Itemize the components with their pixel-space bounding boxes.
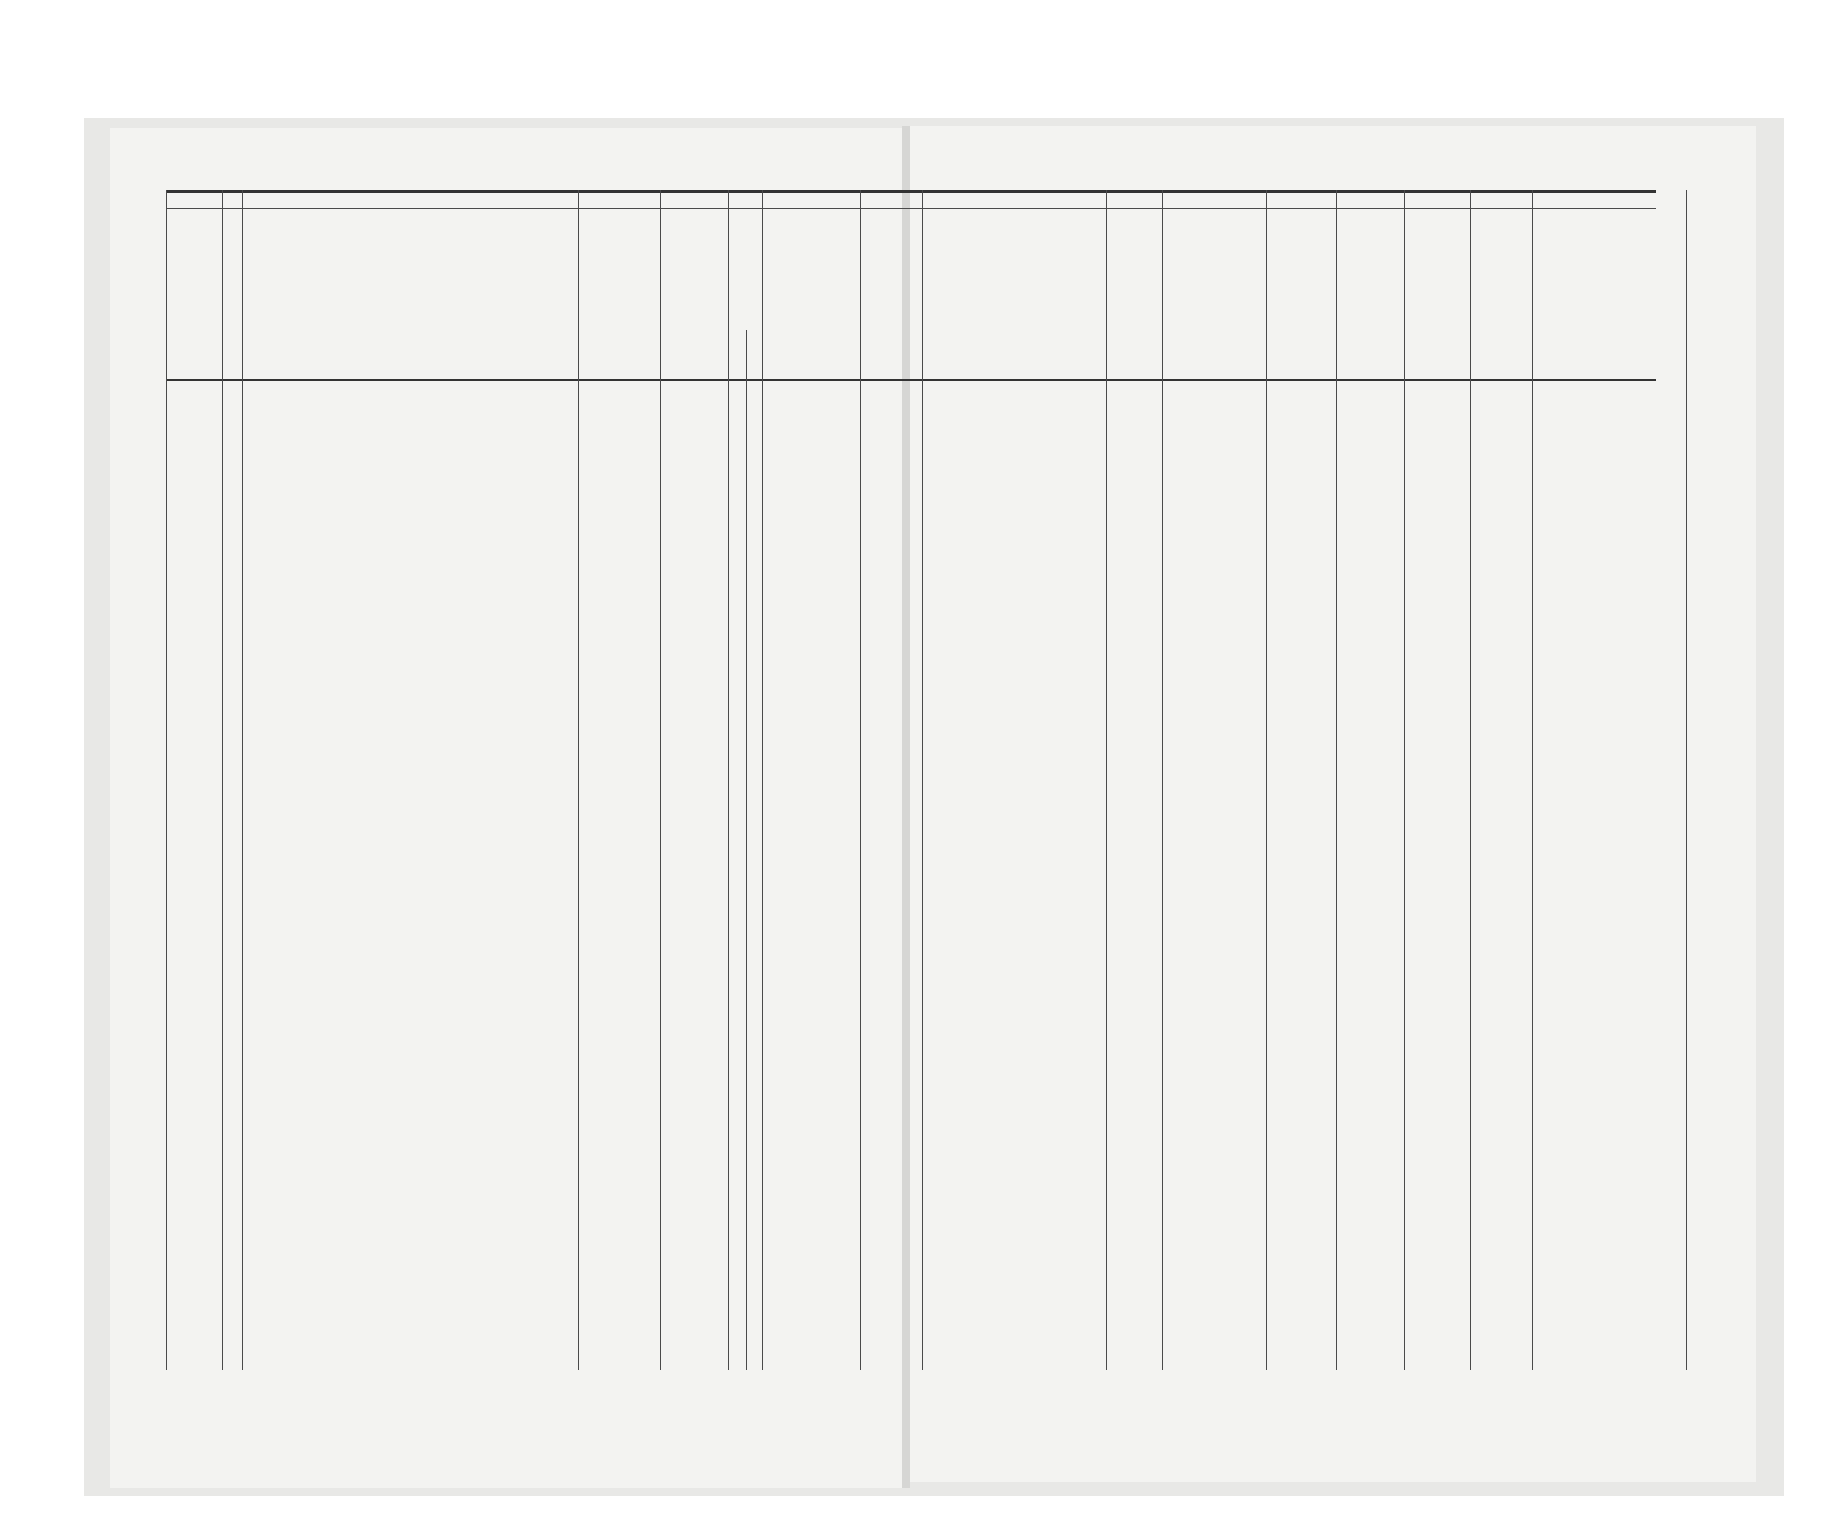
col-header-10 <box>1108 276 1160 316</box>
col-rule-0 <box>166 190 167 1370</box>
col-header-6-male <box>729 336 746 376</box>
col-header-5 <box>662 216 726 374</box>
header-bottom-rule <box>166 379 1656 381</box>
col-rule-11 <box>1266 190 1267 1370</box>
col-header-4-absent <box>580 1108 658 1148</box>
header-top-rule <box>166 190 1656 193</box>
col-rule-3 <box>578 190 579 1370</box>
col-header-13 <box>1337 224 1403 376</box>
header-mid-rule <box>166 208 1656 209</box>
col-header-11 <box>1164 250 1264 350</box>
col-header-9 <box>932 246 1100 346</box>
col-header-16 <box>1560 290 1660 340</box>
col-header-2 <box>223 250 241 330</box>
col-rule-8 <box>922 190 923 1370</box>
col-header-6 <box>729 214 761 326</box>
col-rule-4 <box>660 190 661 1370</box>
col-rule-9 <box>1106 190 1107 1370</box>
col-header-12 <box>1268 256 1334 356</box>
col-rule-15 <box>1532 190 1533 1370</box>
col-rule-16 <box>1686 190 1687 1370</box>
col-rule-10 <box>1162 190 1163 1370</box>
col-header-3 <box>270 236 560 356</box>
col-header-8 <box>861 212 921 376</box>
col-header-1 <box>168 212 220 374</box>
col-rule-2 <box>242 190 243 1370</box>
col-header-14 <box>1405 212 1469 376</box>
col-header-4 <box>580 222 658 372</box>
col-rule-6 <box>762 190 763 1370</box>
col-header-6-female <box>746 336 762 376</box>
col-header-15 <box>1471 212 1531 376</box>
col-header-7 <box>764 230 858 360</box>
col-rule-6a <box>746 330 747 1370</box>
col-rule-1 <box>222 190 223 1370</box>
